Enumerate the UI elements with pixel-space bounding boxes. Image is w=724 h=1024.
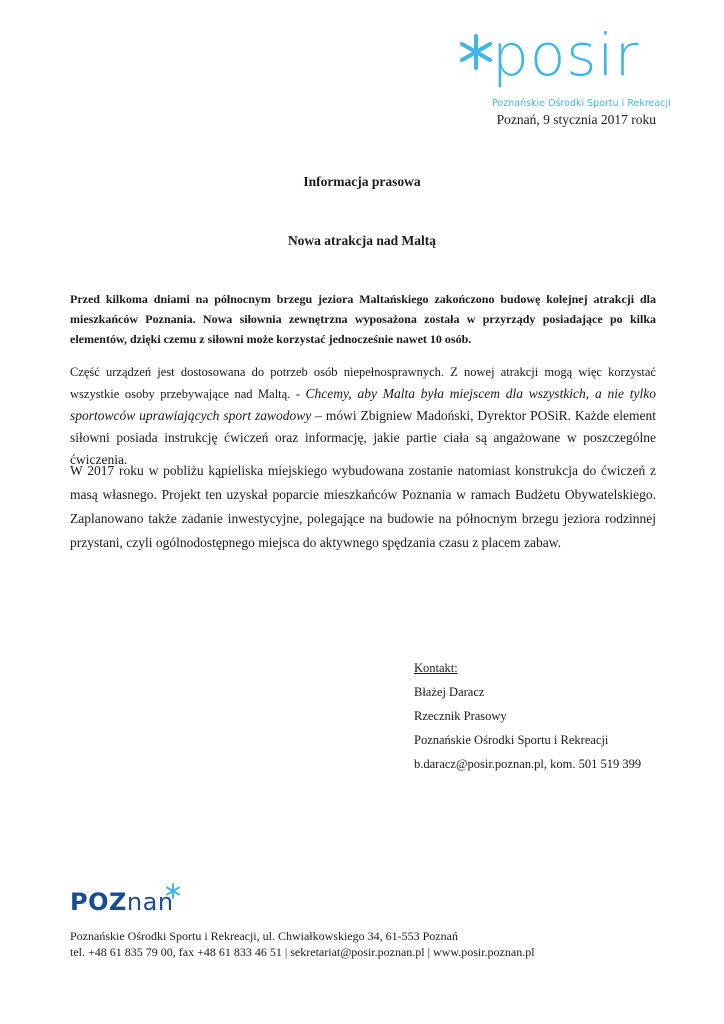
asterisk-icon: [164, 882, 182, 900]
poznan-logo-upper: POZ: [70, 888, 127, 916]
document-title: Informacja prasowa: [303, 174, 421, 189]
director-quote: Chcemy, aby Malta była miejscem dla wszystkich, a nie tylko sportowców uprawiających sport zawodowy: [70, 386, 656, 423]
footer: [70, 928, 535, 960]
lead-paragraph: Przed kilkoma dniami na północnym brzegu jeziora Maltańskiego zakończono budowę kolejnej atrakcji dla mieszkańców Poznania. Nowa siłownia zewnętrzna wyposażona została w przyrządy posiadające po kilka elementów, dzięki czemu z siłowni może korzystać jednocześnie nawet 10 osób.: [70, 292, 656, 346]
paragraph-2-intro: Część urządzeń jest dostosowana do potrzeb osób niepełnosprawnych. Z nowej atrakcji mogą więc korzystać wszystkie osoby przebywające nad Maltą. -: [70, 365, 656, 401]
contact-organization: Poznańskie Ośrodki Sportu i Rekreacji: [414, 733, 609, 747]
paragraph-2: [70, 361, 656, 471]
paragraph-2-outro: – mówi Zbigniew Madoński, Dyrektor POSiR. Każde element siłowni posiada instrukcję ćwiczeń oraz informację, jakie partie ciała są angażowane w poszczególne ćwiczenia.: [70, 408, 656, 467]
contact-heading: Kontakt:: [414, 661, 458, 675]
posir-logo-subtitle: Poznańskie Ośrodki Sportu i Rekreacji: [492, 98, 671, 109]
paragraph-3: W 2017 roku w pobliżu kąpieliska miejskiego wybudowana zostanie natomiast konstrukcja do ćwiczeń z masą własnego. Projekt ten uzyskał poparcie mieszkańców Poznania w ramach Budżetu Obywatelskiego. Zaplanowano także zadanie inwestycyjne, polegające na budowie na północnym brzegu jeziora rodzinnej przystani, czyli ogólnodostępnego miejsca do aktywnego spędzania czasu z placem zabaw.: [70, 463, 656, 550]
footer-address: Poznańskie Ośrodki Sportu i Rekreacji, ul. Chwiałkowskiego 34, 61-553 Poznań: [70, 929, 458, 943]
poznan-logo: [70, 882, 200, 922]
contact-role: Rzecznik Prasowy: [414, 709, 507, 723]
footer-contact-line: tel. +48 61 835 79 00, fax +48 61 833 46 51 | sekretariat@posir.poznan.pl | www.posir.poznan.pl: [70, 945, 535, 959]
document-headline: Nowa atrakcja nad Maltą: [287, 233, 437, 248]
document-date: Poznań, 9 stycznia 2017 roku: [496, 112, 656, 127]
contact-block: [414, 656, 641, 776]
posir-logo-text: posir: [492, 21, 640, 89]
asterisk-icon: [456, 32, 496, 72]
poznan-logo-lower: nan: [126, 888, 174, 916]
posir-logo: [456, 21, 671, 115]
contact-email-phone: b.daracz@posir.poznan.pl, kom. 501 519 399: [414, 757, 642, 771]
contact-name: Błażej Daracz: [414, 685, 485, 699]
poznan-logo-text: [70, 890, 174, 914]
